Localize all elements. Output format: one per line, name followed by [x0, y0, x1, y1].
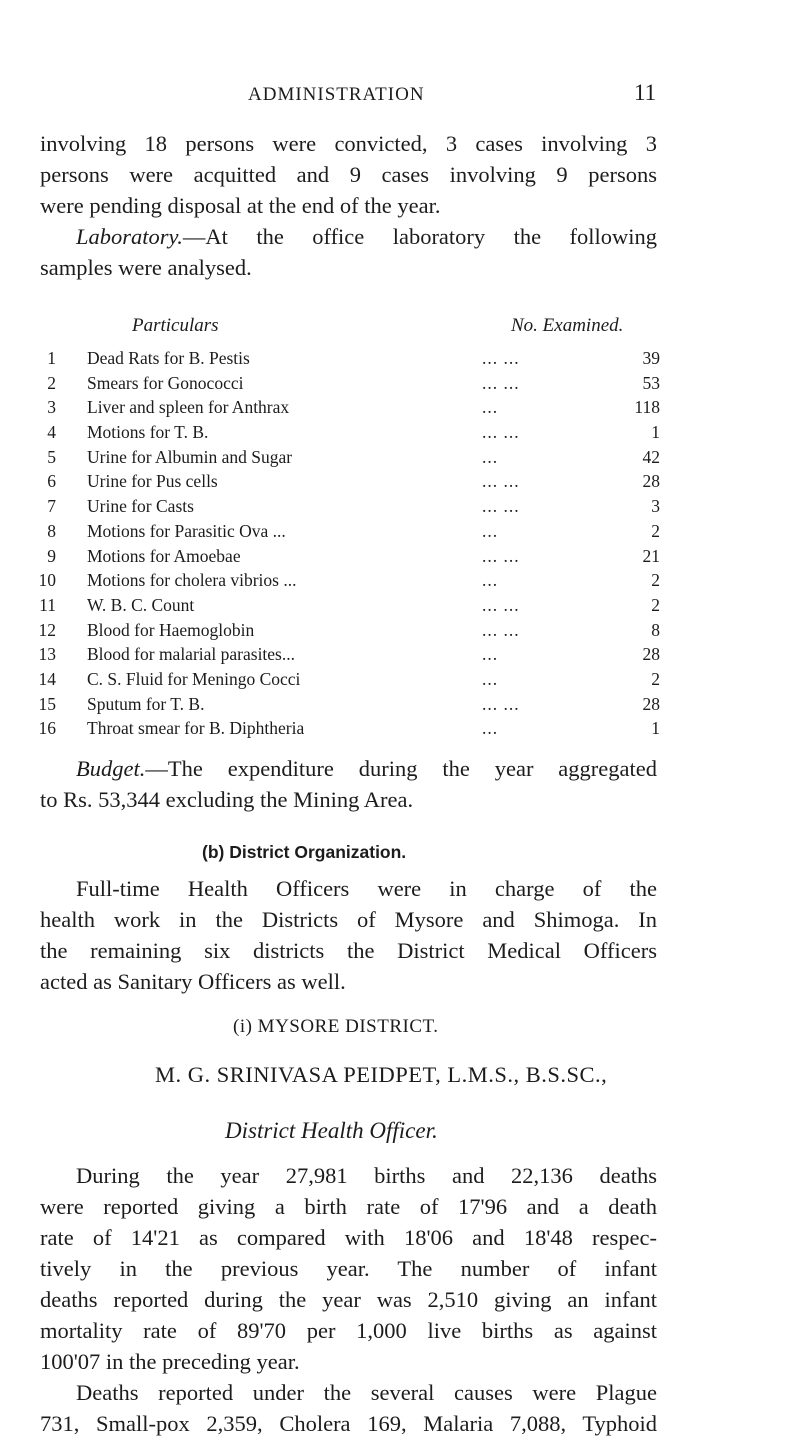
row-leader: ... ...	[482, 422, 520, 443]
table-header-particulars: Particulars	[132, 315, 219, 336]
row-number: 7	[47, 496, 56, 517]
budget-line	[40, 753, 657, 784]
row-particulars: Urine for Albumin and Sugar	[87, 446, 293, 467]
intro-line: persons were acquitted and 9 cases involving 9 persons	[40, 162, 657, 187]
row-examined: 2	[651, 668, 660, 689]
row-leader: ... ...	[482, 693, 520, 714]
row-number: 14	[38, 668, 56, 689]
statistics-line: Deaths reported under the several causes were Plague	[76, 1380, 657, 1405]
page-number: 11	[634, 80, 657, 105]
statistics-line: were reported giving a birth rate of 17'96 and a death	[40, 1194, 657, 1219]
table-row	[30, 395, 660, 420]
row-number: 3	[47, 397, 56, 418]
row-particulars: Blood for Haemoglobin	[87, 619, 255, 640]
row-leader: ... ...	[482, 348, 520, 368]
row-number: 4	[47, 422, 56, 443]
row-number: 2	[47, 372, 56, 393]
row-particulars: Motions for Parasitic Ova ...	[87, 520, 286, 541]
row-examined: 42	[642, 446, 660, 467]
table-row	[30, 692, 660, 717]
row-examined: 2	[651, 570, 660, 591]
budget-line: to Rs. 53,344 excluding the Mining Area.	[40, 787, 414, 812]
statistics-line: mortality rate of 89'70 per 1,000 live births as against	[40, 1318, 657, 1343]
row-particulars: Dead Rats for B. Pestis	[87, 348, 250, 368]
row-leader: ...	[482, 644, 499, 665]
row-particulars: Urine for Pus cells	[87, 471, 218, 492]
row-particulars: Urine for Casts	[87, 496, 194, 517]
row-examined: 2	[651, 594, 660, 615]
table-row	[30, 346, 660, 371]
laboratory-text: —At the office laboratory the following	[182, 224, 657, 249]
table-row	[30, 568, 660, 593]
officer-name: M. G. SRINIVASA PEIDPET, L.M.S., B.S.SC.,	[155, 1062, 608, 1087]
section-heading: (b) District Organization.	[202, 842, 407, 862]
row-examined: 39	[642, 348, 660, 368]
row-number: 12	[38, 619, 56, 640]
organization-line: Full-time Health Officers were in charge of the	[76, 876, 657, 901]
row-leader: ...	[482, 520, 499, 541]
row-examined: 1	[651, 422, 660, 443]
row-leader: ... ...	[482, 471, 520, 492]
row-examined: 53	[642, 372, 660, 393]
row-number: 13	[38, 644, 56, 665]
table-row	[30, 469, 660, 494]
table-row	[30, 445, 660, 470]
row-number: 11	[39, 594, 56, 615]
intro-line-laboratory	[40, 221, 657, 252]
table-row	[30, 716, 660, 741]
intro-line: involving 18 persons were convicted, 3 cases involving 3	[40, 131, 657, 156]
row-leader: ... ...	[482, 496, 520, 517]
row-number: 8	[47, 520, 56, 541]
statistics-line: During the year 27,981 births and 22,136 deaths	[76, 1163, 657, 1188]
vital-statistics-paragraph	[40, 1160, 657, 1439]
statistics-line: tively in the previous year. The number of infant	[40, 1256, 657, 1281]
table-row	[30, 593, 660, 618]
statistics-line: rate of 14'21 as compared with 18'06 and 18'48 respec-	[40, 1225, 657, 1250]
intro-line: were pending disposal at the end of the year.	[40, 193, 441, 218]
row-examined: 2	[651, 520, 660, 541]
table-row	[30, 420, 660, 445]
row-number: 15	[38, 693, 56, 714]
row-examined: 28	[642, 693, 660, 714]
row-leader: ...	[482, 446, 499, 467]
statistics-line: deaths reported during the year was 2,510 giving an infant	[40, 1287, 657, 1312]
budget-paragraph	[40, 753, 657, 815]
table-row	[30, 642, 660, 667]
organization-line: the remaining six districts the District Medical Officers	[40, 938, 657, 963]
statistics-line: 100'07 in the preceding year.	[40, 1349, 300, 1374]
table-row	[30, 519, 660, 544]
district-heading: (i) MYSORE DISTRICT.	[233, 1016, 439, 1037]
table-header-examined: No. Examined.	[511, 315, 624, 336]
row-leader: ... ...	[482, 372, 520, 393]
officer-title: District Health Officer.	[225, 1118, 438, 1143]
budget-label: Budget.	[76, 756, 146, 781]
row-examined: 118	[634, 397, 660, 418]
row-examined: 1	[651, 718, 660, 739]
row-number: 1	[47, 348, 56, 368]
row-particulars: Motions for cholera vibrios ...	[87, 570, 297, 591]
row-number: 9	[47, 545, 56, 566]
intro-line: samples were analysed.	[40, 255, 252, 280]
row-leader: ... ...	[482, 594, 520, 615]
row-particulars: Throat smear for B. Diphtheria	[87, 718, 305, 739]
row-number: 6	[47, 471, 56, 492]
table-row	[30, 667, 660, 692]
table-row	[30, 618, 660, 643]
row-particulars: Liver and spleen for Anthrax	[87, 397, 290, 418]
row-leader: ... ...	[482, 619, 520, 640]
row-number: 10	[38, 570, 56, 591]
table-row	[30, 544, 660, 569]
organization-line: acted as Sanitary Officers as well.	[40, 969, 346, 994]
row-examined: 21	[642, 545, 660, 566]
row-particulars: Sputum for T. B.	[87, 693, 205, 714]
organization-line: health work in the Districts of Mysore and Shimoga. In	[40, 907, 657, 932]
row-particulars: C. S. Fluid for Meningo Cocci	[87, 668, 301, 689]
laboratory-label: Laboratory.	[76, 224, 183, 249]
row-particulars: Smears for Gonococci	[87, 372, 244, 393]
row-leader: ...	[482, 397, 499, 418]
row-number: 5	[47, 446, 56, 467]
row-leader: ...	[482, 570, 499, 591]
table-row	[30, 371, 660, 396]
row-leader: ...	[482, 668, 499, 689]
row-particulars: Motions for Amoebae	[87, 545, 241, 566]
row-particulars: Motions for T. B.	[87, 422, 209, 443]
row-particulars: Blood for malarial parasites...	[87, 644, 295, 665]
row-leader: ... ...	[482, 545, 520, 566]
row-number: 16	[38, 718, 56, 739]
budget-text: —The expenditure during the year aggregated	[145, 756, 657, 781]
row-examined: 28	[642, 471, 660, 492]
row-leader: ...	[482, 718, 499, 739]
samples-table	[30, 346, 660, 741]
row-examined: 8	[651, 619, 660, 640]
organization-paragraph	[40, 873, 657, 997]
statistics-line: 731, Small-pox 2,359, Cholera 169, Malaria 7,088, Typhoid	[40, 1411, 657, 1436]
row-examined: 3	[651, 496, 660, 517]
row-examined: 28	[642, 644, 660, 665]
row-particulars: W. B. C. Count	[87, 594, 195, 615]
running-head: ADMINISTRATION	[248, 84, 425, 105]
table-row	[30, 494, 660, 519]
intro-paragraph	[40, 128, 657, 283]
